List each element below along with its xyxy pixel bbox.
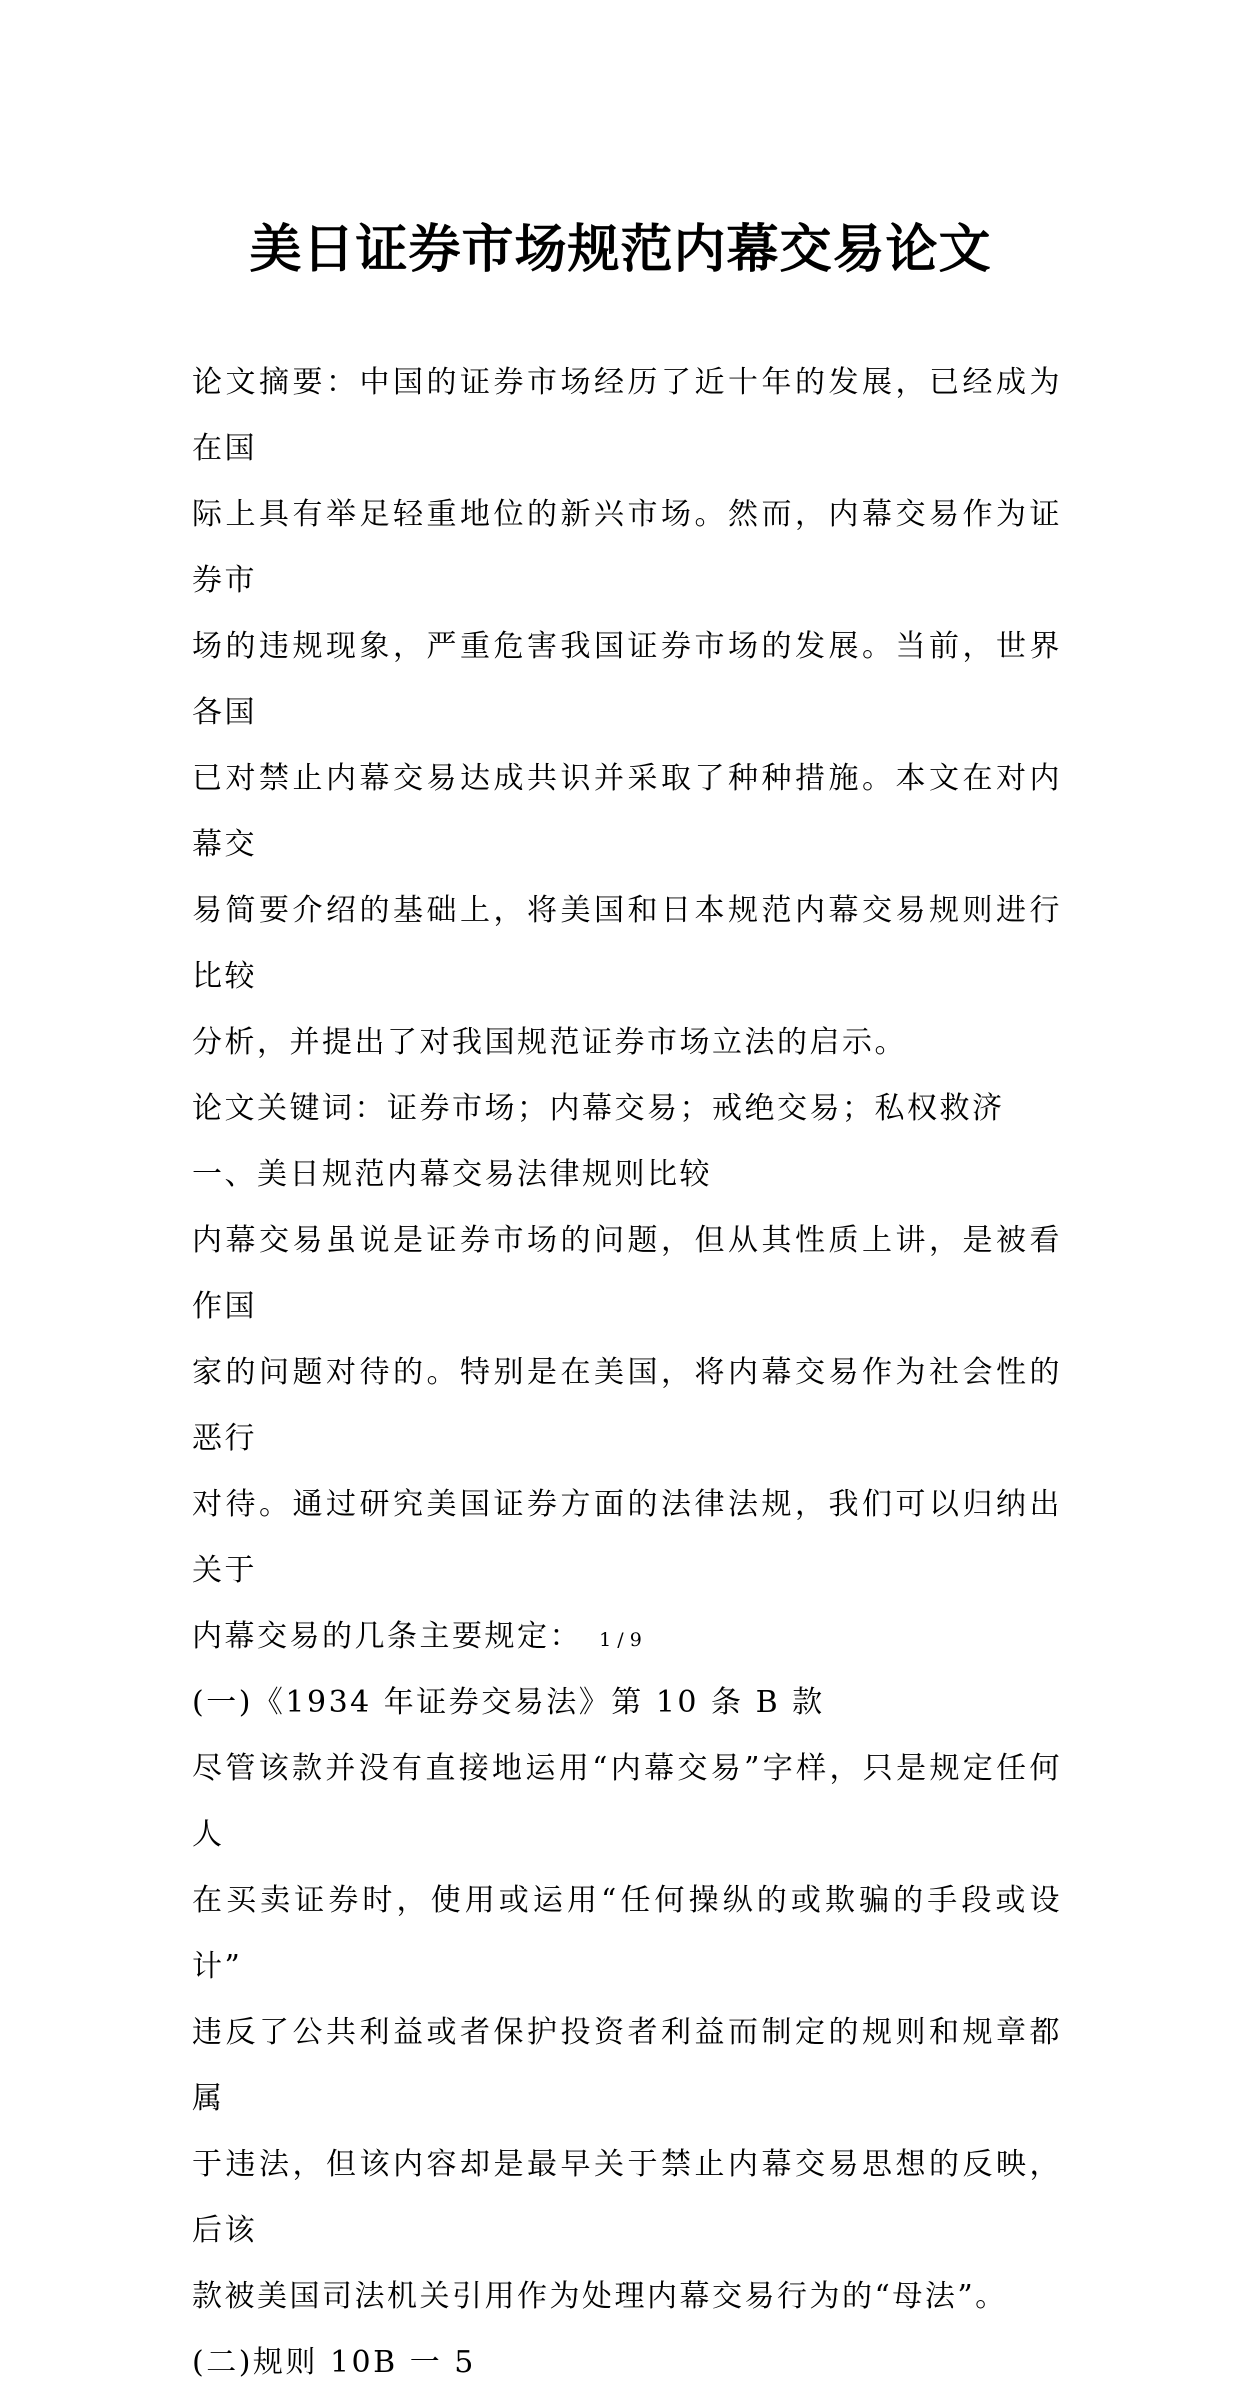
text-line: 对待。通过研究美国证券方面的法律法规，我们可以归纳出关于	[192, 1487, 1062, 1588]
text-line: 易简要介绍的基础上，将美国和日本规范内幕交易规则进行比较	[192, 893, 1062, 994]
text-line: 内幕交易的几条主要规定：	[192, 1619, 582, 1654]
text-line: 家的问题对待的。特别是在美国，将内幕交易作为社会性的恶行	[192, 1355, 1062, 1456]
page-number: 1 / 9	[599, 1629, 642, 1651]
text-line: 款被美国司法机关引用作为处理内幕交易行为的“母法”。	[192, 2279, 1008, 2314]
text-line: 已对禁止内幕交易达成共识并采取了种种措施。本文在对内幕交	[192, 761, 1062, 862]
text-line: 内幕交易虽说是证券市场的问题，但从其性质上讲，是被看作国	[192, 1223, 1062, 1324]
text-line: 论文摘要：中国的证券市场经历了近十年的发展，已经成为在国	[192, 365, 1062, 466]
text-line: 于违法，但该内容却是最早关于禁止内幕交易思想的反映，后该	[192, 2147, 1062, 2248]
text-line: 际上具有举足轻重地位的新兴市场。然而，内幕交易作为证券市	[192, 497, 1062, 598]
subsection-heading: (二)规则 10B 一 5	[192, 2345, 476, 2380]
document-body	[192, 350, 1062, 2396]
text-line: 违反了公共利益或者保护投资者利益而制定的规则和规章都属	[192, 2015, 1062, 2116]
text-line: 尽管该款并没有直接地运用“内幕交易”字样，只是规定任何人	[192, 1751, 1062, 1852]
section-heading: 一、美日规范内幕交易法律规则比较	[192, 1157, 712, 1192]
document-title: 美日证券市场规范内幕交易论文	[249, 220, 992, 280]
text-line: 分析，并提出了对我国规范证券市场立法的启示。	[192, 1025, 907, 1060]
text-line: 在买卖证券时，使用或运用“任何操纵的或欺骗的手段或设计”	[192, 1883, 1062, 1984]
keywords-line: 论文关键词：证券市场；内幕交易；戒绝交易；私权救济	[192, 1091, 1005, 1126]
subsection-heading: (一)《1934 年证券交易法》第 10 条 B 款	[192, 1685, 825, 1720]
text-line: 场的违规现象，严重危害我国证券市场的发展。当前，世界各国	[192, 629, 1062, 730]
